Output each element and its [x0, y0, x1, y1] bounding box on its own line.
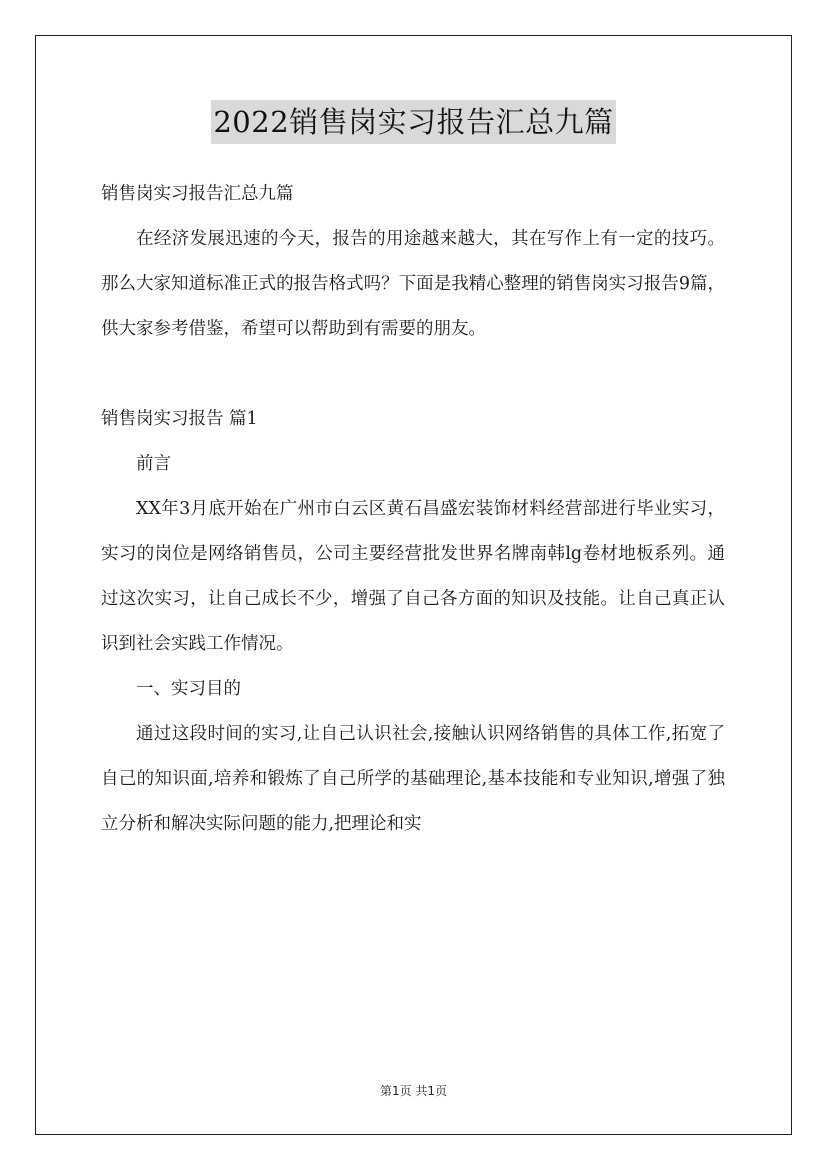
paragraph: 前言: [136, 454, 171, 474]
page-footer: 第1页 共1页: [379, 1084, 448, 1098]
paragraph: 销售岗实习报告 篇1: [101, 409, 258, 429]
paragraph: 一、实习目的: [136, 679, 241, 699]
paragraph: 通过这段时间的实习,让自己认识社会,接触认识网络销售的具体工作,拓宽了自己的知识面,培养和锻炼了自己所学的基础理论,基本技能和专业知识,增强了独立分析和解决实际问题的能力,把理论和实: [101, 724, 725, 834]
document-body: [101, 172, 725, 847]
paragraph: XX年3月底开始在广州市白云区黄石昌盛宏装饰材料经营部进行毕业实习，实习的岗位是网络销售员，公司主要经营批发世界名牌南韩lg卷材地板系列。通过这次实习，让自己成长不少，增强了自己各方面的知识及技能。让自己真正认识到社会实践工作情况。: [101, 499, 725, 654]
blank-line: [101, 352, 725, 397]
document-title: 2022销售岗实习报告汇总九篇: [211, 100, 615, 144]
paragraph: 在经济发展迅速的今天，报告的用途越来越大，其在写作上有一定的技巧。那么大家知道标准正式的报告格式吗？下面是我精心整理的销售岗实习报告9篇，供大家参考借鉴，希望可以帮助到有需要的朋友。: [101, 229, 725, 339]
title-container: [0, 100, 827, 144]
paragraph: 销售岗实习报告汇总九篇: [101, 184, 294, 204]
